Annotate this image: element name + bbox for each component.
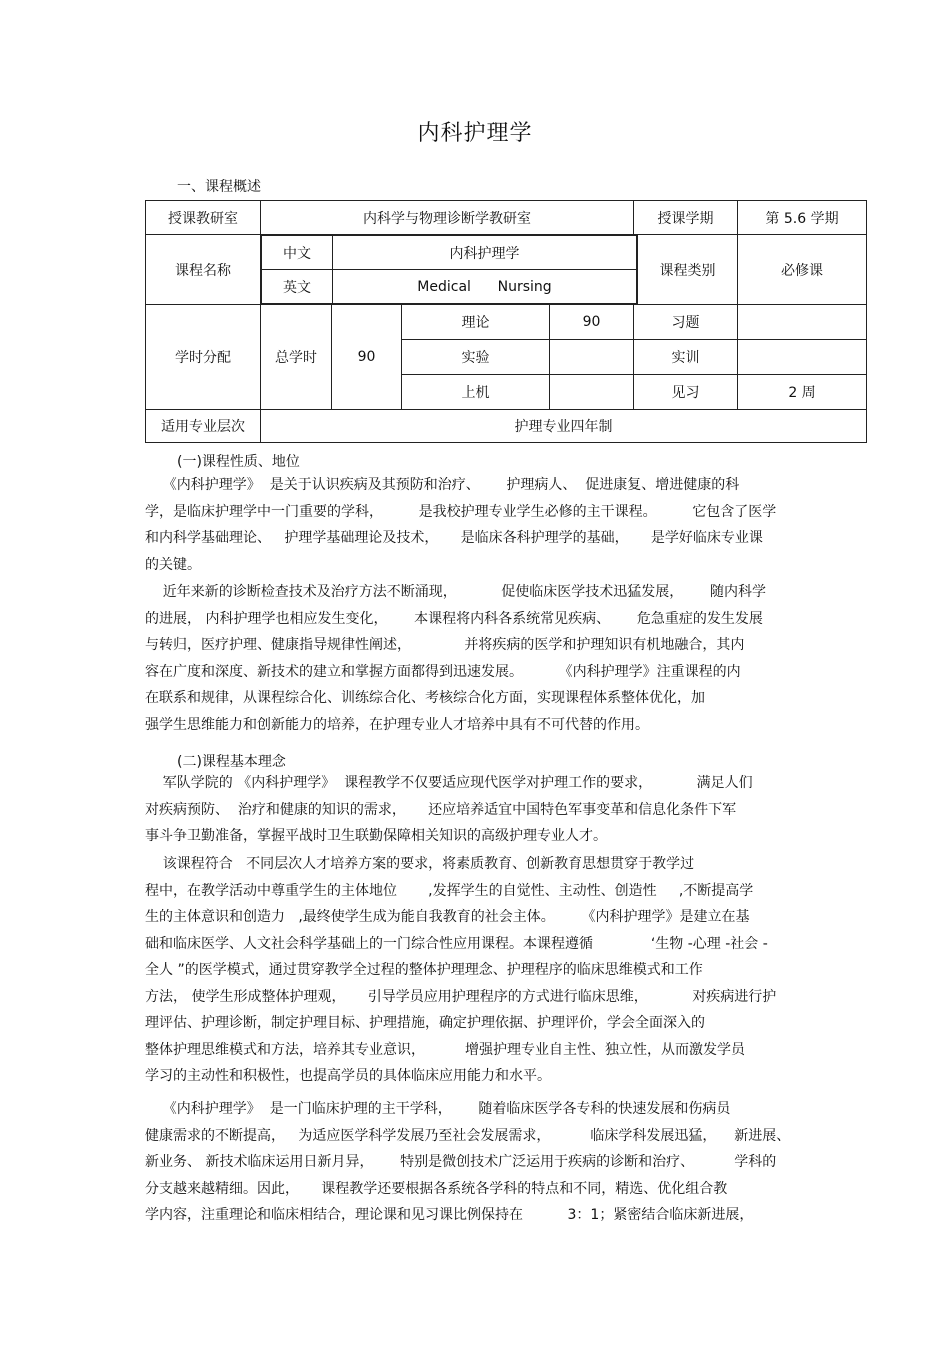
text-line: 近年来新的诊断检查技术及治疗方法不断涌现， 促使临床医学技术迅猛发展， 随内科学	[145, 584, 767, 600]
cn-label: 中文	[262, 236, 333, 270]
paragraph-3	[145, 770, 815, 850]
internship-label: 见习	[634, 375, 738, 410]
subsection-nature: (一)课程性质、地位	[177, 454, 300, 470]
course-info-table	[145, 200, 867, 443]
exercise-value	[738, 305, 867, 340]
exercise-label: 习题	[634, 305, 738, 340]
text-line: 强学生思维能力和创新能力的培养，在护理专业人才培养中具有不可代替的作用。	[145, 716, 649, 733]
course-name-cell	[261, 235, 638, 305]
subsection-concept: (二)课程基本理念	[177, 754, 286, 770]
term-label: 授课学期	[634, 201, 738, 235]
text-line: 新业务、 新技术临床运用日新月异， 特别是微创技术广泛运用于疾病的诊断和治疗、 学科的	[145, 1154, 777, 1170]
paragraph-4	[145, 851, 815, 1090]
text-line: 《内科护理学》 是一门临床护理的主干学科， 随着临床医学各专科的快速发展和伤病员	[145, 1101, 731, 1117]
computer-label: 上机	[402, 375, 550, 410]
paragraph-5	[145, 1096, 815, 1229]
text-line: 的进展， 内科护理学也相应发生变化， 本课程将内科各系统常见疾病、 危急重症的发生发展	[145, 610, 763, 627]
course-name-label: 课程名称	[146, 235, 261, 305]
internship-value: 2 周	[738, 375, 867, 410]
document-title: 内科护理学	[417, 121, 533, 146]
major-label: 适用专业层次	[146, 410, 261, 443]
theory-label: 理论	[402, 305, 550, 340]
text-line: 方法， 使学生形成整体护理观， 引导学员应用护理程序的方式进行临床思维， 对疾病进行护	[145, 988, 777, 1005]
en-label: 英文	[262, 270, 333, 304]
practice-label: 实训	[634, 340, 738, 375]
text-line: 分支越来越精细。因此， 课程教学还要根据各系统各学科的特点和不同，精选、优化组合教	[145, 1180, 728, 1197]
text-line: 础和临床医学、人文社会科学基础上的一门综合性应用课程。本课程遵循 ‘生物 -心理 -社会 -	[145, 935, 768, 952]
course-type-value: 必修课	[738, 235, 867, 305]
lab-value	[550, 340, 634, 375]
text-line: 在联系和规律，从课程综合化、训练综合化、考核综合化方面，实现课程体系整体优化，加	[145, 690, 705, 706]
dept-value: 内科学与物理诊断学教研室	[261, 201, 634, 235]
paragraph-2	[145, 579, 815, 738]
text-line: 的关键。	[145, 556, 201, 573]
paragraph-1	[145, 472, 815, 578]
text-line: 《内科护理学》 是关于认识疾病及其预防和治疗、 护理病人、 促进康复、增进健康的科	[145, 477, 740, 493]
text-line: 学，是临床护理学中一门重要的学科， 是我校护理专业学生必修的主干课程。 它包含了医学	[145, 503, 777, 520]
en-value: Medical Nursing	[333, 270, 637, 304]
major-value: 护理专业四年制	[261, 410, 867, 443]
practice-value	[738, 340, 867, 375]
text-line: 与转归，医疗护理、健康指导规律性阐述， 并将疾病的医学和护理知识有机地融合，其内	[145, 637, 745, 653]
total-hours-label: 总学时	[261, 305, 332, 410]
text-line: 全人 ”的医学模式，通过贯穿教学全过程的整体护理理念、护理程序的临床思维模式和工作	[145, 962, 703, 978]
total-hours-value: 90	[332, 305, 402, 410]
text-line: 对疾病预防、 治疗和健康的知识的需求， 还应培养适宜中国特色军事变革和信息化条件下军	[145, 801, 737, 818]
text-line: 健康需求的不断提高， 为适应医学科学发展乃至社会发展需求， 临床学科发展迅猛， 新进展、	[145, 1127, 791, 1144]
theory-value: 90	[550, 305, 634, 340]
text-line: 理评估、护理诊断，制定护理目标、护理措施，确定护理依据、护理评价，学会全面深入的	[145, 1015, 705, 1031]
text-line: 事斗争卫勤准备，掌握平战时卫生联勤保障相关知识的高级护理专业人才。	[145, 828, 607, 844]
cn-value: 内科护理学	[333, 236, 637, 270]
section-heading-overview: 一、课程概述	[177, 179, 261, 195]
text-line: 学内容，注重理论和临床相结合，理论课和见习课比例保持在 3：1；紧密结合临床新进展，	[145, 1207, 754, 1223]
text-line: 该课程符合 不同层次人才培养方案的要求，将素质教育、创新教育思想贯穿于教学过	[145, 856, 695, 872]
hours-label: 学时分配	[146, 305, 261, 410]
course-type-label: 课程类别	[638, 235, 738, 305]
computer-value	[550, 375, 634, 410]
term-value: 第 5.6 学期	[738, 201, 867, 235]
text-line: 整体护理思维模式和方法，培养其专业意识， 增强护理专业自主性、独立性，从而激发学员	[145, 1041, 746, 1058]
text-line: 容在广度和深度、新技术的建立和掌握方面都得到迅速发展。 《内科护理学》注重课程的内	[145, 663, 741, 680]
text-line: 军队学院的 《内科护理学》 课程教学不仅要适应现代医学对护理工作的要求， 满足人们	[145, 775, 753, 791]
dept-label: 授课教研室	[146, 201, 261, 235]
text-line: 和内科学基础理论、 护理学基础理论及技术， 是临床各科护理学的基础， 是学好临床专业课	[145, 530, 763, 546]
text-line: 程中，在教学活动中尊重学生的主体地位 ,发挥学生的自觉性、主动性、创造性 ,不断提高学	[145, 882, 754, 899]
text-line: 生的主体意识和创造力 ,最终使学生成为能自我教育的社会主体。 《内科护理学》是建立在基	[145, 909, 750, 925]
text-line: 学习的主动性和积极性，也提高学员的具体临床应用能力和水平。	[145, 1068, 551, 1084]
lab-label: 实验	[402, 340, 550, 375]
